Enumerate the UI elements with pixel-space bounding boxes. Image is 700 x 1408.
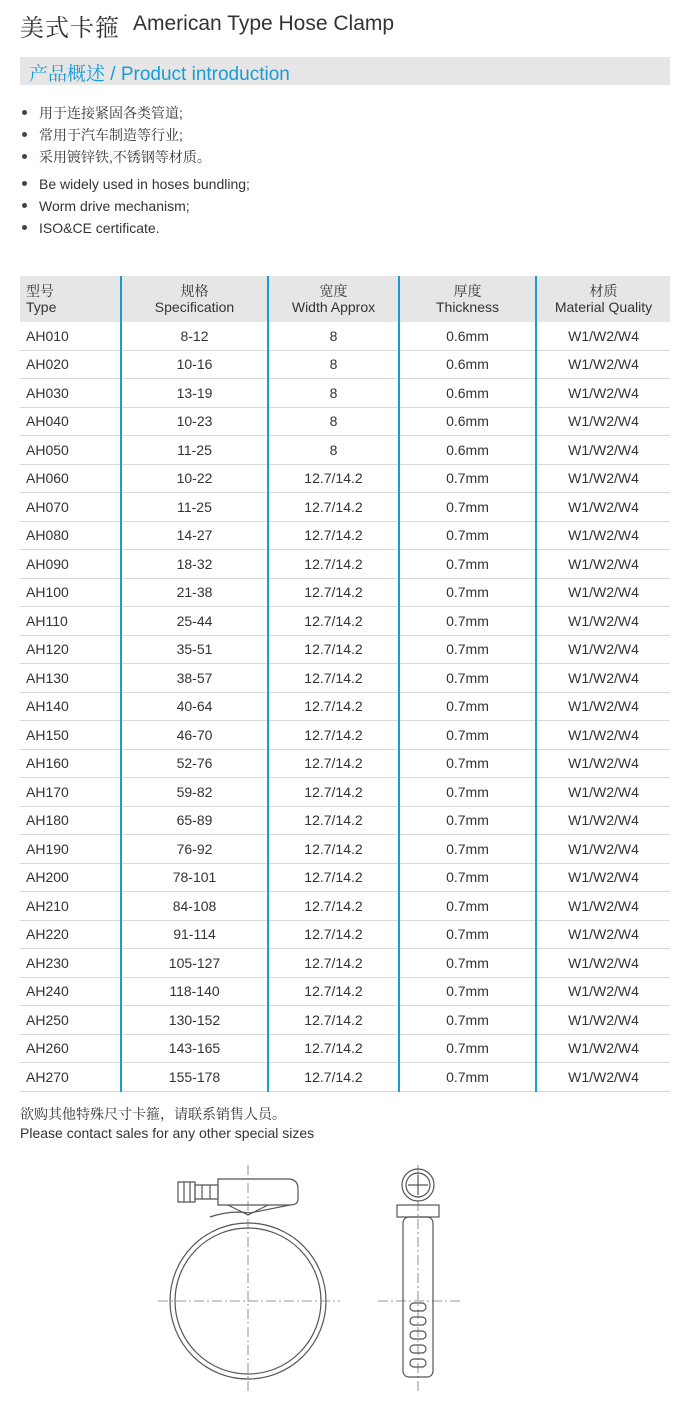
- cell-material: W1/W2/W4: [536, 863, 670, 892]
- cell-type: AH010: [20, 322, 121, 350]
- cell-material: W1/W2/W4: [536, 635, 670, 664]
- table-row: [20, 749, 670, 778]
- column-header-type: [20, 276, 121, 322]
- cell-material: W1/W2/W4: [536, 436, 670, 465]
- cell-type: AH170: [20, 778, 121, 807]
- cell-material: W1/W2/W4: [536, 949, 670, 978]
- cell-type: AH050: [20, 436, 121, 465]
- column-header-en: Width Approx: [291, 299, 376, 315]
- cell-width: 12.7/14.2: [268, 1006, 399, 1035]
- list-item: Worm drive mechanism;: [22, 195, 250, 217]
- cell-type: AH140: [20, 692, 121, 721]
- cell-width: 12.7/14.2: [268, 949, 399, 978]
- cell-thickness: 0.7mm: [399, 920, 536, 949]
- cell-material: W1/W2/W4: [536, 521, 670, 550]
- table-row: [20, 1063, 670, 1092]
- cell-thickness: 0.7mm: [399, 749, 536, 778]
- cell-thickness: 0.7mm: [399, 806, 536, 835]
- cell-thickness: 0.7mm: [399, 607, 536, 636]
- cell-width: 12.7/14.2: [268, 550, 399, 579]
- cell-material: W1/W2/W4: [536, 835, 670, 864]
- cell-spec: 105-127: [121, 949, 268, 978]
- cell-material: W1/W2/W4: [536, 749, 670, 778]
- cell-type: AH240: [20, 977, 121, 1006]
- cell-material: W1/W2/W4: [536, 407, 670, 436]
- cell-material: W1/W2/W4: [536, 464, 670, 493]
- column-header-en: Thickness: [435, 299, 500, 315]
- cell-material: W1/W2/W4: [536, 920, 670, 949]
- table-row: [20, 635, 670, 664]
- table-row: [20, 835, 670, 864]
- cell-spec: 8-12: [121, 322, 268, 350]
- cell-spec: 11-25: [121, 493, 268, 522]
- cell-spec: 10-16: [121, 350, 268, 379]
- table-header-row: [20, 276, 670, 322]
- list-item: 常用于汽车制造等行业;: [22, 124, 250, 146]
- cell-thickness: 0.7mm: [399, 835, 536, 864]
- table-row: [20, 920, 670, 949]
- cell-thickness: 0.6mm: [399, 350, 536, 379]
- cell-spec: 143-165: [121, 1034, 268, 1063]
- cell-type: AH040: [20, 407, 121, 436]
- cell-thickness: 0.7mm: [399, 692, 536, 721]
- table-row: [20, 436, 670, 465]
- table-row: [20, 778, 670, 807]
- cell-width: 12.7/14.2: [268, 464, 399, 493]
- cell-spec: 18-32: [121, 550, 268, 579]
- cell-width: 12.7/14.2: [268, 749, 399, 778]
- column-header-en: Material Quality: [554, 299, 653, 315]
- cell-material: W1/W2/W4: [536, 607, 670, 636]
- column-header-spec: [121, 276, 268, 322]
- cell-type: AH060: [20, 464, 121, 493]
- table-row: [20, 806, 670, 835]
- cell-spec: 155-178: [121, 1063, 268, 1092]
- cell-thickness: 0.7mm: [399, 863, 536, 892]
- cell-thickness: 0.6mm: [399, 322, 536, 350]
- list-item: 采用镀锌铁,不锈钢等材质。: [22, 146, 250, 168]
- cell-type: AH090: [20, 550, 121, 579]
- column-header-thickness: [399, 276, 536, 322]
- cell-type: AH190: [20, 835, 121, 864]
- cell-width: 12.7/14.2: [268, 977, 399, 1006]
- cell-width: 12.7/14.2: [268, 521, 399, 550]
- cell-spec: 13-19: [121, 379, 268, 408]
- cell-width: 8: [268, 379, 399, 408]
- table-row: [20, 949, 670, 978]
- column-header-cn: 材质: [589, 283, 618, 299]
- cell-type: AH100: [20, 578, 121, 607]
- cell-type: AH070: [20, 493, 121, 522]
- cell-material: W1/W2/W4: [536, 1034, 670, 1063]
- list-item: 用于连接紧固各类管道;: [22, 102, 250, 124]
- cell-type: AH020: [20, 350, 121, 379]
- cell-material: W1/W2/W4: [536, 721, 670, 750]
- cell-spec: 40-64: [121, 692, 268, 721]
- cell-material: W1/W2/W4: [536, 977, 670, 1006]
- table-row: [20, 692, 670, 721]
- column-header-material: [536, 276, 670, 322]
- cell-material: W1/W2/W4: [536, 1063, 670, 1092]
- cell-spec: 65-89: [121, 806, 268, 835]
- cell-thickness: 0.7mm: [399, 578, 536, 607]
- table-row: [20, 892, 670, 921]
- table-row: [20, 664, 670, 693]
- cell-material: W1/W2/W4: [536, 350, 670, 379]
- cell-width: 12.7/14.2: [268, 892, 399, 921]
- table-row: [20, 493, 670, 522]
- cell-material: W1/W2/W4: [536, 578, 670, 607]
- cell-thickness: 0.7mm: [399, 721, 536, 750]
- cell-type: AH130: [20, 664, 121, 693]
- section-title: 产品概述 / Product introduction: [29, 64, 290, 85]
- cell-thickness: 0.7mm: [399, 664, 536, 693]
- cell-width: 8: [268, 350, 399, 379]
- table-row: [20, 407, 670, 436]
- cell-width: 12.7/14.2: [268, 664, 399, 693]
- cell-type: AH080: [20, 521, 121, 550]
- column-header-cn: 厚度: [453, 283, 482, 299]
- cell-spec: 78-101: [121, 863, 268, 892]
- table-row: [20, 464, 670, 493]
- cell-material: W1/W2/W4: [536, 550, 670, 579]
- column-header-en: Type: [26, 299, 57, 315]
- cell-type: AH200: [20, 863, 121, 892]
- cell-width: 8: [268, 407, 399, 436]
- cell-type: AH030: [20, 379, 121, 408]
- cell-spec: 10-22: [121, 464, 268, 493]
- column-header-width: [268, 276, 399, 322]
- page-title-cn: 美式卡箍: [20, 14, 120, 42]
- cell-material: W1/W2/W4: [536, 493, 670, 522]
- table-row: [20, 1034, 670, 1063]
- cell-thickness: 0.7mm: [399, 550, 536, 579]
- column-header-cn: 规格: [180, 283, 209, 299]
- cell-width: 12.7/14.2: [268, 863, 399, 892]
- table-row: [20, 379, 670, 408]
- cell-thickness: 0.7mm: [399, 892, 536, 921]
- cell-spec: 21-38: [121, 578, 268, 607]
- list-item: Be widely used in hoses bundling;: [22, 173, 250, 195]
- cell-width: 12.7/14.2: [268, 493, 399, 522]
- contact-note-cn: 欲购其他特殊尺寸卡箍，请联系销售人员。: [20, 1107, 286, 1123]
- cell-type: AH150: [20, 721, 121, 750]
- cell-type: AH250: [20, 1006, 121, 1035]
- cell-width: 8: [268, 436, 399, 465]
- table-row: [20, 977, 670, 1006]
- cell-width: 12.7/14.2: [268, 692, 399, 721]
- spec-table: [20, 276, 670, 1092]
- cell-thickness: 0.7mm: [399, 1006, 536, 1035]
- cell-spec: 25-44: [121, 607, 268, 636]
- table-row: [20, 578, 670, 607]
- cell-type: AH160: [20, 749, 121, 778]
- cell-material: W1/W2/W4: [536, 379, 670, 408]
- table-row: [20, 607, 670, 636]
- cell-thickness: 0.6mm: [399, 436, 536, 465]
- cell-type: AH110: [20, 607, 121, 636]
- feature-list: [22, 102, 250, 239]
- table-row: [20, 350, 670, 379]
- cell-spec: 59-82: [121, 778, 268, 807]
- cell-width: 8: [268, 322, 399, 350]
- cell-spec: 35-51: [121, 635, 268, 664]
- cell-spec: 11-25: [121, 436, 268, 465]
- cell-thickness: 0.7mm: [399, 635, 536, 664]
- cell-type: AH180: [20, 806, 121, 835]
- table-row: [20, 521, 670, 550]
- column-header-cn: 宽度: [319, 283, 348, 299]
- cell-type: AH260: [20, 1034, 121, 1063]
- section-header: [20, 57, 670, 85]
- cell-thickness: 0.7mm: [399, 464, 536, 493]
- cell-material: W1/W2/W4: [536, 892, 670, 921]
- cell-spec: 14-27: [121, 521, 268, 550]
- cell-width: 12.7/14.2: [268, 721, 399, 750]
- cell-width: 12.7/14.2: [268, 1034, 399, 1063]
- cell-thickness: 0.7mm: [399, 493, 536, 522]
- table-row: [20, 1006, 670, 1035]
- cell-width: 12.7/14.2: [268, 806, 399, 835]
- cell-type: AH210: [20, 892, 121, 921]
- cell-spec: 46-70: [121, 721, 268, 750]
- cell-material: W1/W2/W4: [536, 778, 670, 807]
- cell-thickness: 0.7mm: [399, 521, 536, 550]
- cell-spec: 130-152: [121, 1006, 268, 1035]
- cell-thickness: 0.6mm: [399, 379, 536, 408]
- cell-spec: 84-108: [121, 892, 268, 921]
- cell-width: 12.7/14.2: [268, 635, 399, 664]
- table-body: [20, 322, 670, 1091]
- column-header-en: Specification: [154, 299, 235, 315]
- cell-width: 12.7/14.2: [268, 920, 399, 949]
- cell-width: 12.7/14.2: [268, 1063, 399, 1092]
- cell-material: W1/W2/W4: [536, 1006, 670, 1035]
- cell-material: W1/W2/W4: [536, 664, 670, 693]
- hose-clamp-drawing: [150, 1165, 470, 1395]
- cell-type: AH230: [20, 949, 121, 978]
- cell-thickness: 0.7mm: [399, 1034, 536, 1063]
- cell-thickness: 0.7mm: [399, 778, 536, 807]
- cell-type: AH270: [20, 1063, 121, 1092]
- cell-spec: 10-23: [121, 407, 268, 436]
- cell-spec: 91-114: [121, 920, 268, 949]
- cell-spec: 38-57: [121, 664, 268, 693]
- cell-width: 12.7/14.2: [268, 778, 399, 807]
- cell-material: W1/W2/W4: [536, 692, 670, 721]
- cell-width: 12.7/14.2: [268, 835, 399, 864]
- contact-note-en: Please contact sales for any other special sizes: [20, 1125, 315, 1141]
- column-header-cn: 型号: [26, 283, 54, 299]
- table-row: [20, 721, 670, 750]
- cell-type: AH120: [20, 635, 121, 664]
- table-row: [20, 550, 670, 579]
- cell-thickness: 0.7mm: [399, 1063, 536, 1092]
- page-title-en: American Type Hose Clamp: [133, 12, 395, 35]
- list-item: ISO&CE certificate.: [22, 217, 250, 239]
- cell-spec: 118-140: [121, 977, 268, 1006]
- cell-thickness: 0.7mm: [399, 949, 536, 978]
- cell-width: 12.7/14.2: [268, 607, 399, 636]
- cell-spec: 76-92: [121, 835, 268, 864]
- cell-material: W1/W2/W4: [536, 322, 670, 350]
- cell-thickness: 0.6mm: [399, 407, 536, 436]
- cell-spec: 52-76: [121, 749, 268, 778]
- cell-material: W1/W2/W4: [536, 806, 670, 835]
- table-row: [20, 322, 670, 350]
- table-row: [20, 863, 670, 892]
- cell-type: AH220: [20, 920, 121, 949]
- cell-thickness: 0.7mm: [399, 977, 536, 1006]
- cell-width: 12.7/14.2: [268, 578, 399, 607]
